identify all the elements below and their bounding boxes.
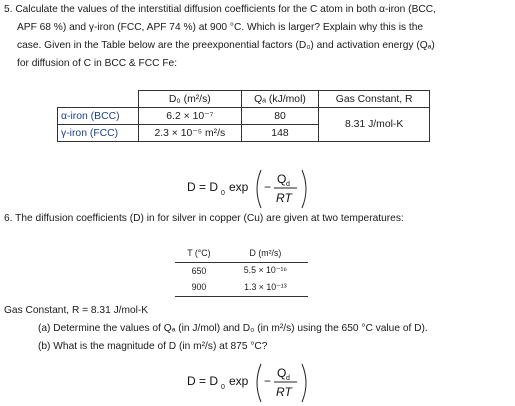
cell-d-900: 1.3 × 10⁻¹³ (223, 279, 308, 296)
q5-diffusion-table (57, 90, 430, 142)
eq-d0-subscript: 0 (221, 384, 225, 391)
header-qd: Qₐ (kJ/mol) (241, 91, 319, 108)
header-temperature: T (°C) (175, 245, 223, 262)
header-gas-constant: Gas Constant, R (319, 91, 430, 108)
eq-numerator: Q (277, 172, 287, 186)
q6-part-a: (a) Determine the values of Qₐ (in J/mol) and D₀ (in m²/s) using the 650 °C value of D). (38, 323, 428, 334)
eq-d0-subscript: 0 (221, 190, 225, 197)
q5-line-3: case. Given in the Table below are the preexponential factors (D₀) and activation energy (Qₐ) (17, 40, 435, 51)
eq-left-paren (257, 170, 261, 208)
eq-right-paren (302, 364, 306, 402)
eq-lhs: D = D (187, 180, 219, 194)
header-d0: D₀ (m²/s) (139, 91, 242, 108)
cell-d0-gamma: 2.3 × 10⁻⁵ m²/s (139, 125, 242, 142)
q5-line-1: 5. Calculate the values of the interstitial diffusion coefficients for the C atom in both α-iron (BCC, (4, 4, 436, 15)
cell-temp-900: 900 (175, 279, 223, 296)
q6-diffusion-table (175, 245, 308, 297)
eq-minus: − (264, 180, 272, 194)
table-header-row (58, 91, 430, 108)
table-row (175, 279, 308, 296)
cell-qd-gamma: 148 (241, 125, 319, 142)
q6-gas-constant: Gas Constant, R = 8.31 J/mol-K (4, 305, 149, 316)
eq-numerator-subscript: d (286, 375, 290, 382)
row-label-gamma-iron: γ-iron (FCC) (58, 125, 139, 142)
table-row (58, 108, 430, 125)
arrhenius-equation-q5 (183, 164, 328, 214)
cell-qd-alpha: 80 (241, 108, 319, 125)
eq-lhs: D = D (187, 374, 219, 388)
table-row (175, 262, 308, 279)
eq-denominator: RT (276, 191, 292, 205)
eq-denominator: RT (276, 385, 292, 399)
eq-exp: exp (229, 374, 249, 388)
eq-numerator-subscript: d (286, 181, 290, 188)
q6-part-b: (b) What is the magnitude of D (in m²/s) at 875 °C? (38, 341, 268, 352)
table-header-row (175, 245, 308, 262)
q5-line-2: APF 68 %) and γ-iron (FCC, APF 74 %) at 900 °C. Which is larger? Explain why this is the (17, 22, 424, 33)
empty-corner-cell (58, 91, 139, 108)
arrhenius-equation-q6 (183, 358, 328, 406)
eq-exp: exp (229, 180, 249, 194)
q5-line-4: for diffusion of C in BCC & FCC Fe: (17, 58, 178, 69)
q6-line-1: 6. The diffusion coefficients (D) in for silver in copper (Cu) are given at two temperatures: (4, 213, 404, 224)
row-label-alpha-iron: α-iron (BCC) (58, 108, 139, 125)
eq-left-paren (257, 364, 261, 402)
eq-right-paren (302, 170, 306, 208)
cell-temp-650: 650 (191, 265, 207, 276)
eq-minus: − (264, 374, 272, 388)
cell-gas-constant: 8.31 J/mol-K (319, 108, 430, 142)
cell-d0-alpha: 6.2 × 10⁻⁷ (139, 108, 242, 125)
cell-d-650: 5.5 × 10⁻¹⁶ (243, 265, 288, 276)
eq-numerator: Q (277, 366, 287, 380)
header-diffusion-coefficient: D (m²/s) (223, 245, 308, 262)
